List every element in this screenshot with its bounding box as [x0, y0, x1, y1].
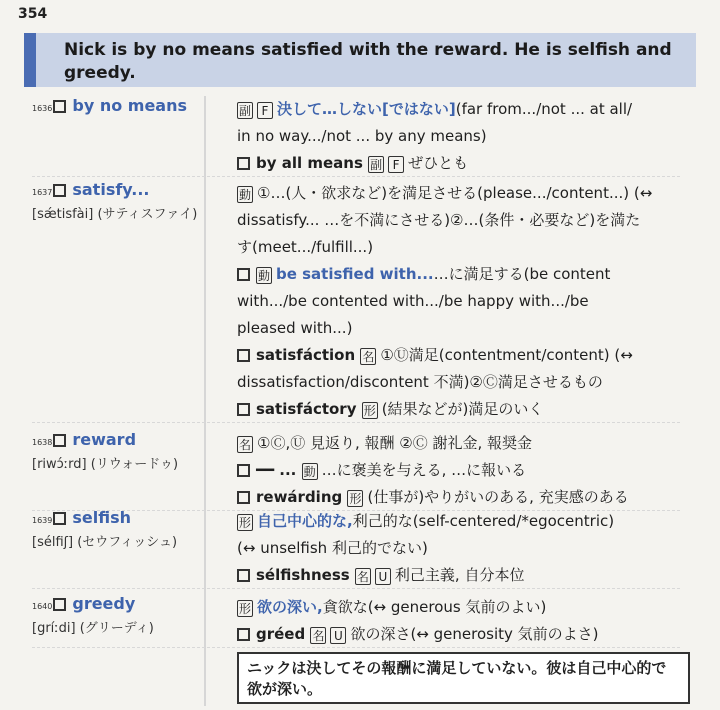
derived-word: rewárding	[256, 488, 348, 506]
checkbox-icon[interactable]	[53, 184, 66, 197]
definition-text: 利己主義, 自分本位	[394, 566, 525, 584]
checkbox-icon[interactable]	[237, 157, 250, 170]
definition-line	[237, 621, 700, 648]
phonetic: [riwɔ́ːrd] (リウォードゥ)	[32, 457, 179, 472]
checkbox-icon[interactable]	[237, 491, 250, 504]
dictionary-entry	[0, 430, 700, 511]
entry-head	[0, 594, 205, 636]
example-sentence-box	[24, 33, 696, 87]
definition-text: ぜひとも	[408, 154, 469, 172]
part-of-speech-tag: 副	[370, 158, 383, 172]
checkbox-icon[interactable]	[237, 349, 250, 362]
definition-text: 欲の深さ(↔ generosity 気前のよさ)	[350, 625, 599, 643]
definition-text: ①Ⓒ,Ⓤ 見返り, 報酬 ②Ⓒ 謝礼金, 報奨金	[257, 434, 533, 452]
derived-word: sélfishness	[256, 566, 355, 584]
derived-word: satisfáction	[256, 346, 361, 364]
part-of-speech-tag: 形	[363, 404, 376, 418]
headword: satisfy...	[72, 180, 150, 199]
definition-line	[237, 123, 700, 150]
definition-block	[237, 96, 700, 177]
checkbox-icon[interactable]	[237, 268, 250, 281]
headword: by no means	[72, 96, 187, 115]
derived-word: by all means	[256, 154, 369, 172]
definition-text: 利己的な(self-centered/*egocentric)	[352, 512, 615, 530]
key-meaning: 決して…しない[ではない]	[277, 100, 456, 118]
part-of-speech-tag: 名	[238, 438, 251, 452]
definition-line	[237, 508, 700, 535]
phonetic: [gríːdi] (グリーディ)	[32, 621, 154, 636]
definition-text: 貪欲な(↔ generous 気前のよい)	[322, 598, 547, 616]
headword-line	[32, 594, 205, 613]
page-number: 354	[18, 6, 48, 22]
checkbox-icon[interactable]	[53, 100, 66, 113]
entry-number: 1639	[32, 516, 53, 525]
headword: reward	[72, 430, 137, 449]
example-sentence-english: Nick is by no means satisfied with the reward. He is selfish and greedy.	[64, 40, 672, 83]
headword-line	[32, 96, 205, 115]
headword-line	[32, 430, 205, 449]
entry-head	[0, 180, 205, 222]
dictionary-entry	[0, 508, 700, 589]
entry-number: 1640	[32, 602, 53, 611]
derived-word: gréed	[256, 625, 311, 643]
definition-text: (結果などが)満足のいく	[381, 400, 544, 418]
checkbox-icon[interactable]	[237, 403, 250, 416]
checkbox-icon[interactable]	[237, 569, 250, 582]
headword-line	[32, 508, 205, 527]
entry-head	[0, 96, 205, 115]
key-meaning: 自己中心的な,	[257, 512, 353, 530]
dictionary-entry	[0, 96, 700, 177]
phonetic: [sǽtisfài] (サティスファイ)	[32, 207, 198, 222]
definition-text: (仕事が)やりがいのある, 充実感のある	[367, 488, 629, 506]
definition-line	[237, 288, 700, 315]
definition-line	[237, 342, 700, 369]
usage-tag: U	[375, 568, 391, 585]
part-of-speech-tag: 名	[362, 350, 375, 364]
headword: greedy	[72, 594, 136, 613]
entry-number: 1636	[32, 104, 53, 113]
definition-block	[237, 180, 700, 423]
definition-text: with.../be contented with.../be happy with.../be	[237, 292, 589, 310]
definition-line	[237, 457, 700, 484]
definition-text: …に満足する(be content	[433, 265, 611, 283]
definition-line	[237, 369, 700, 396]
definition-line	[237, 396, 700, 423]
definition-line	[237, 535, 700, 562]
definition-line	[237, 96, 700, 123]
derived-word: satisfáctory	[256, 400, 362, 418]
part-of-speech-tag: 動	[257, 269, 270, 283]
definition-text: ①…(人・欲求など)を満足させる(please.../content...) (↔	[257, 184, 653, 202]
headword-line	[32, 180, 205, 199]
definition-text: …に褒美を与える, …に報いる	[321, 461, 527, 479]
japanese-translation-box	[237, 652, 690, 704]
definition-text: (far from.../not ... at all/	[455, 100, 633, 118]
definition-text: (↔ unselfish 利己的でない)	[237, 539, 428, 557]
part-of-speech-tag: 動	[238, 188, 251, 202]
definition-line	[237, 261, 700, 288]
definition-block	[237, 430, 700, 511]
checkbox-icon[interactable]	[237, 628, 250, 641]
part-of-speech-tag: 形	[238, 516, 251, 530]
definition-line	[237, 207, 700, 234]
usage-tag: F	[388, 156, 404, 173]
definition-text: す(meet.../fulfill...)	[237, 238, 374, 256]
checkbox-icon[interactable]	[53, 598, 66, 611]
entry-head	[0, 508, 205, 550]
part-of-speech-tag: 形	[238, 602, 251, 616]
checkbox-icon[interactable]	[237, 464, 250, 477]
definition-line	[237, 562, 700, 589]
definition-line	[237, 234, 700, 261]
checkbox-icon[interactable]	[53, 512, 66, 525]
definition-block	[237, 594, 700, 648]
usage-tag: U	[330, 627, 346, 644]
phonetic: [sélfiʃ] (セウフィッシュ)	[32, 535, 178, 550]
key-meaning: 欲の深い,	[257, 598, 323, 616]
dictionary-entry	[0, 180, 700, 423]
part-of-speech-tag: 名	[356, 570, 369, 584]
definition-block	[237, 508, 700, 589]
part-of-speech-tag: 副	[238, 104, 251, 118]
definition-text: pleased with...)	[237, 319, 353, 337]
definition-line	[237, 484, 700, 511]
derived-word: ━━ ...	[256, 461, 302, 479]
definition-text: dissatisfy... …を不満にさせる)②…(条件・必要など)を満た	[237, 211, 641, 229]
dictionary-entry	[0, 594, 700, 648]
entry-head	[0, 430, 205, 472]
checkbox-icon[interactable]	[53, 434, 66, 447]
definition-text: in no way.../not ... by any means)	[237, 127, 487, 145]
definition-text: ①Ⓤ満足(contentment/content) (↔	[380, 346, 633, 364]
definition-line	[237, 594, 700, 621]
part-of-speech-tag: 名	[312, 629, 325, 643]
entry-number: 1638	[32, 438, 53, 447]
part-of-speech-tag: 動	[303, 465, 316, 479]
definition-line	[237, 430, 700, 457]
definition-line	[237, 150, 700, 177]
key-meaning: be satisfied with...	[276, 265, 434, 283]
definition-line	[237, 315, 700, 342]
definition-line	[237, 180, 700, 207]
headword: selfish	[72, 508, 131, 527]
example-sentence-japanese: ニックは決してその報酬に満足していない。彼は自己中心的で欲が深い。	[247, 659, 667, 698]
part-of-speech-tag: 形	[349, 492, 362, 506]
usage-tag: F	[257, 102, 273, 119]
entry-number: 1637	[32, 188, 53, 197]
definition-text: dissatisfaction/discontent 不満)②Ⓒ満足させるもの	[237, 373, 603, 391]
